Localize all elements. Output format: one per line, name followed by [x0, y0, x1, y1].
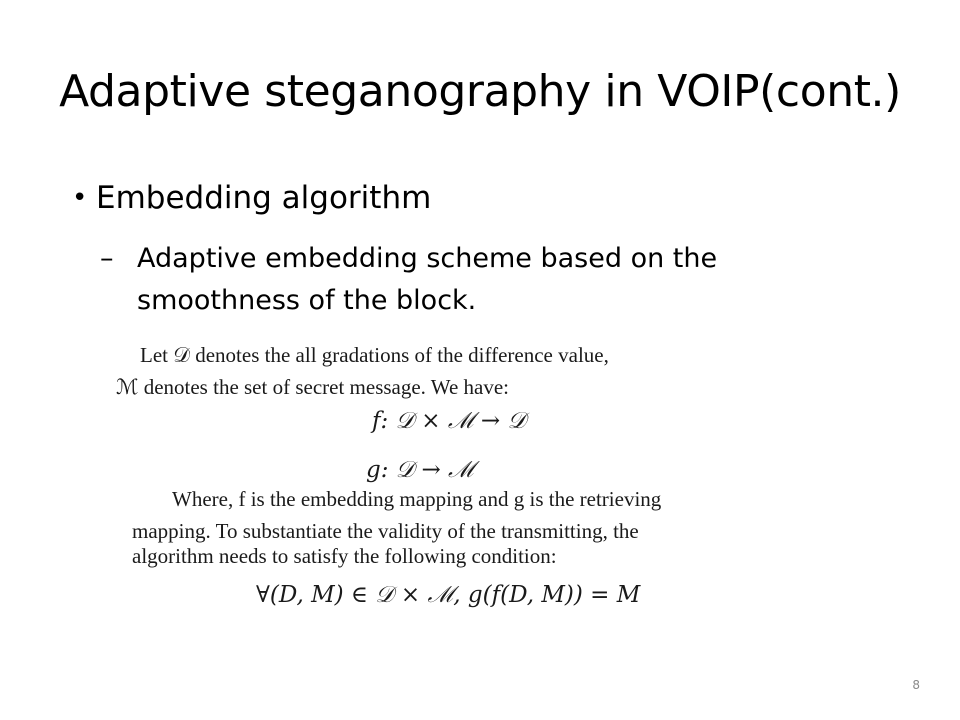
bullet-text: Embedding algorithm: [96, 180, 432, 216]
mapping-formula-f: f: 𝒟 × ℳ → 𝒟: [372, 408, 526, 434]
excerpt-line: Where, f is the embedding mapping and g is the retrieving: [172, 487, 662, 511]
excerpt-line: mapping. To substantiate the validity of the transmitting, the: [132, 519, 639, 543]
excerpt-line: algorithm needs to satisfy the following condition:: [132, 544, 557, 568]
validity-condition-formula: ∀(D, M) ∈ 𝒟 × ℳ, g(f(D, M)) = M: [256, 582, 641, 608]
bullet-marker: •: [72, 183, 88, 213]
excerpt-line: Let 𝒟 denotes the all gradations of the difference value,: [140, 343, 609, 367]
sub-bullet-marker: –: [100, 243, 114, 274]
excerpt-line: ℳ denotes the set of secret message. We have:: [116, 375, 509, 399]
sub-bullet-text: Adaptive embedding scheme based on the smoothness of the block.: [137, 243, 718, 316]
mapping-formula-g: g: 𝒟 → ℳ: [366, 457, 474, 483]
page-number: 8: [912, 678, 920, 692]
paper-excerpt-image: [110, 334, 740, 624]
slide-title: Adaptive steganography in VOIP(cont.): [59, 66, 901, 117]
